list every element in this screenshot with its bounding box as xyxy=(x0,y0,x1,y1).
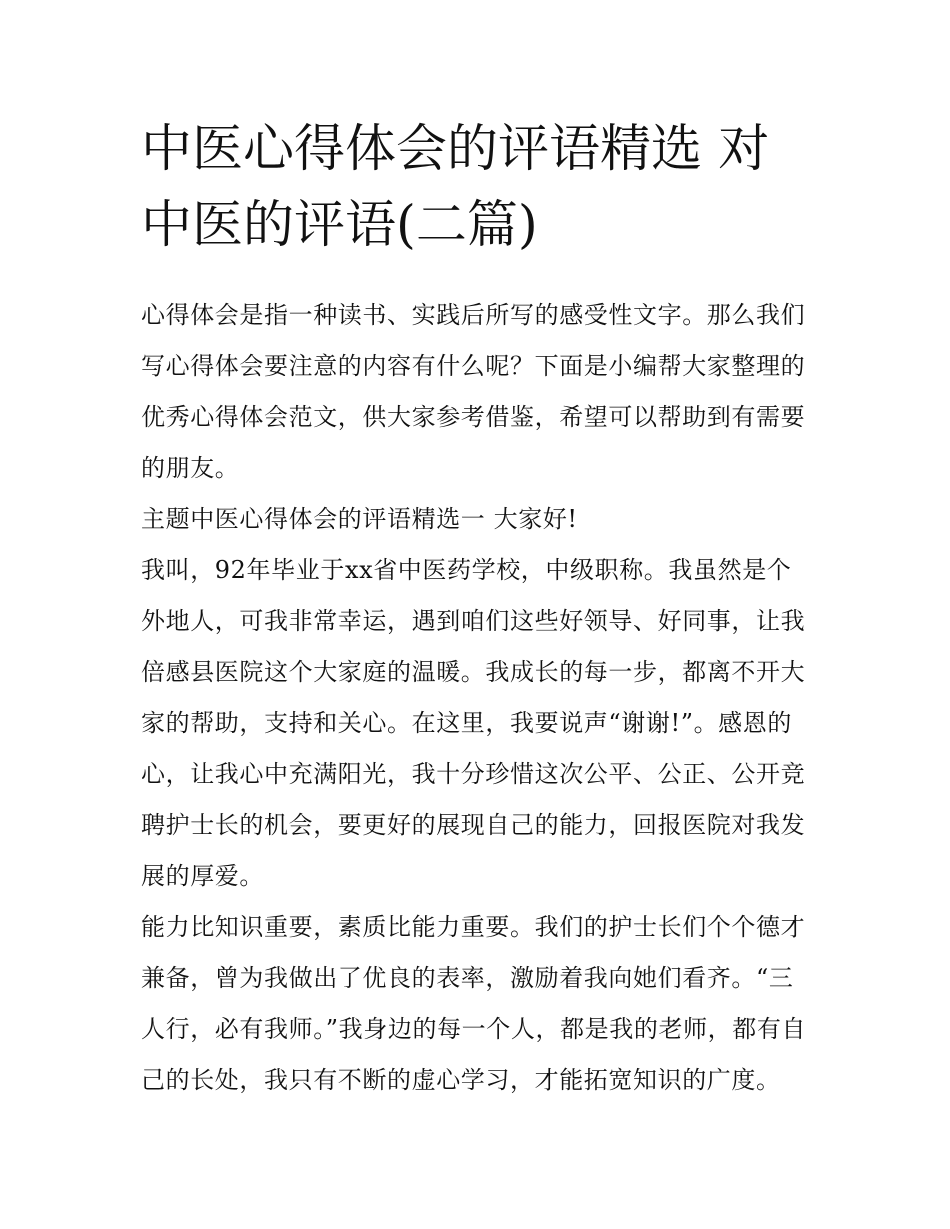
topic-heading-paragraph: 主题中医心得体会的评语精选一 大家好! xyxy=(141,505,578,533)
self-introduction-paragraph: 我叫，92年毕业于xx省中医药学校，中级职称。我虽然是个外地人，可我非常幸运，遇到咱们这些好领导、好同事，让我倍感县医院这个大家庭的温暖。我成长的每一步，都离不开大家的帮助，支持和关心。在这里，我要说声“谢谢!”。感恩的心，让我心中充满阳光，我十分珍惜这次公平、公正、公开竞聘护士长的机会，要更好的展现自己的能力，回报医院对我发展的厚爱。 xyxy=(141,556,806,890)
intro-paragraph: 心得体会是指一种读书、实践后所写的感受性文字。那么我们写心得体会要注意的内容有什么呢？下面是小编帮大家整理的优秀心得体会范文，供大家参考借鉴，希望可以帮助到有需要的朋友。 xyxy=(141,301,806,482)
ability-paragraph: 能力比知识重要，素质比能力重要。我们的护士长们个个德才兼备，曾为我做出了优良的表率，激励着我向她们看齐。“三人行，必有我师。”我身边的每一个人，都是我的老师，都有自己的长处，我只有不断的虚心学习，才能拓宽知识的广度。 xyxy=(141,913,807,1094)
document-title: 中医心得体会的评语精选 对中医的评语(二篇) xyxy=(141,120,770,255)
document-page xyxy=(141,112,813,1106)
